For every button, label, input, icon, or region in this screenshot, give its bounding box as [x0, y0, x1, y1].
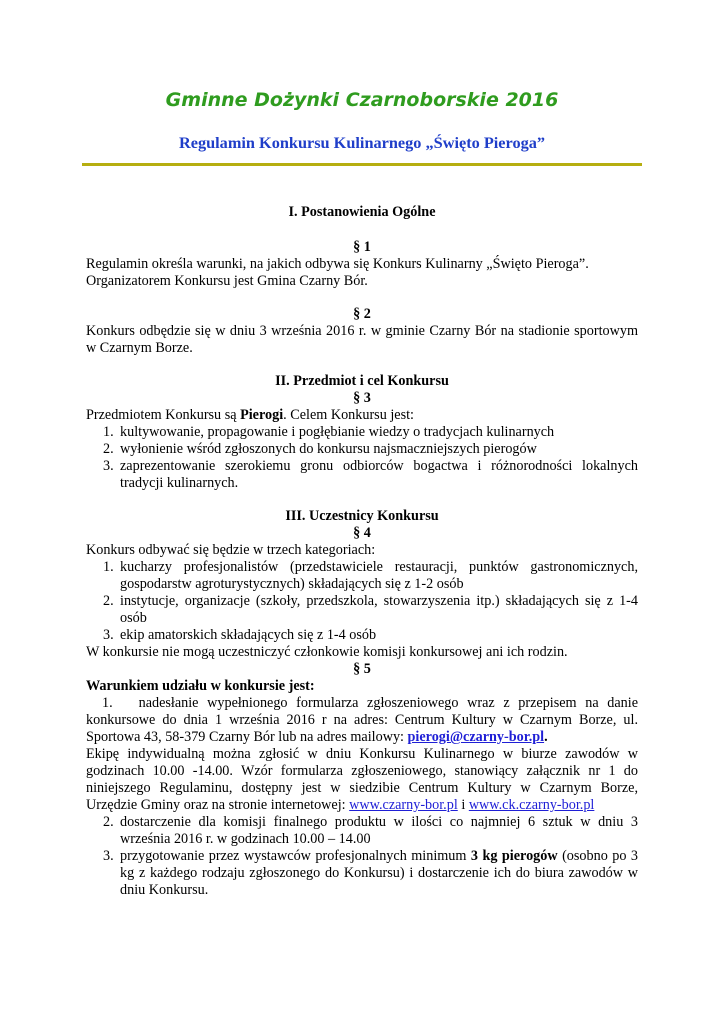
- paragraph-4-outro: W konkursie nie mogą uczestniczyć członkowie komisji konkursowej ani ich rodzin.: [86, 644, 568, 660]
- list-item-text: wyłonienie wśród zgłoszonych do konkursu najsmaczniejszych pierogów: [120, 441, 537, 457]
- list-item-number: 2.: [103, 593, 114, 609]
- list-item-text: kultywowanie, propagowanie i pogłębianie wiedzy o tradycjach kulinarnych: [120, 424, 555, 440]
- list-item-number: 3.: [103, 458, 114, 474]
- paragraph-3-intro-text-end: . Celem Konkursu jest:: [283, 407, 414, 423]
- list-item-number: 3.: [103, 848, 114, 864]
- link-separator: i: [457, 797, 469, 813]
- list-item-number: 3.: [103, 627, 114, 643]
- section-heading-general: I. Postanowienia Ogólne: [288, 204, 436, 220]
- paragraph-5-item-1: [86, 695, 638, 746]
- list-item-text: przygotowanie przez wystawców profesjonalnych minimum: [120, 848, 471, 864]
- document-title: Gminne Dożynki Czarnoborskie 2016: [165, 89, 559, 111]
- paragraph-1-text-organizer: Organizatorem Konkursu jest Gmina Czarny Bór.: [86, 273, 368, 289]
- paragraph-3-intro-bold: Pierogi: [240, 407, 284, 423]
- paragraph-5-heading: Warunkiem udziału w konkursie jest:: [86, 678, 315, 694]
- contest-email-link[interactable]: pierogi@czarny-bor.pl: [407, 729, 545, 745]
- paragraph-4-list: [86, 559, 638, 644]
- paragraph-5-registration: [86, 746, 638, 814]
- list-item-text: instytucje, organizacje (szkoły, przedszkola, stowarzyszenia itp.) składających się z 1-4 osób: [120, 593, 638, 626]
- list-item-text: dostarczenie dla komisji finalnego produktu w ilości co najmniej 6 sztuk w dniu 3 września 2016 r. w godzinach 10.00 – 14.00: [120, 814, 638, 847]
- list-item: [86, 424, 638, 441]
- list-item-text: ekip amatorskich składających się z 1-4 osób: [120, 627, 377, 643]
- paragraph-3-list: [86, 424, 638, 492]
- paragraph-5-item-1-text: nadesłanie wypełnionego formularza zgłoszeniowego wraz z przepisem na danie konkursowe do dnia 1 września 2016 r na adres: Centrum Kultury w Czarnym Borze, ul. Sportowa 43, 58-379 Czarny Bór lub na adres mailowy:: [86, 695, 638, 745]
- section-heading-subject: II. Przedmiot i cel Konkursu: [275, 373, 449, 389]
- paragraph-5-list: [86, 814, 638, 899]
- list-item: [86, 441, 638, 458]
- list-item: [86, 627, 638, 644]
- list-item: [86, 848, 638, 899]
- paragraph-3-intro: [86, 407, 638, 424]
- list-item-number: 1.: [102, 695, 113, 711]
- website-link-czarny-bor[interactable]: www.czarny-bor.pl: [349, 797, 458, 813]
- website-link-ck-czarny-bor[interactable]: www.ck.czarny-bor.pl: [468, 797, 595, 813]
- paragraph-1-text: Regulamin określa warunki, na jakich odbywa się Konkurs Kulinarny „Święto Pieroga”.: [86, 256, 589, 272]
- paragraph-4-intro: Konkurs odbywać się będzie w trzech kategoriach:: [86, 542, 376, 558]
- list-item-text: kucharzy profesjonalistów (przedstawiciele restauracji, punktów gastronomicznych, gospodarstw agroturystycznych) składających się z 1-2 osób: [120, 559, 638, 592]
- paragraph-3-intro-text: Przedmiotem Konkursu są: [86, 407, 241, 423]
- paragraph-sign-3: § 3: [353, 390, 371, 406]
- paragraph-sign-5: § 5: [353, 661, 371, 677]
- list-item-text-end: (osobno po 3 kg z każdego rodzaju zgłoszonego do Konkursu) i dostarczenie ich do biura zawodów w dniu Konkursu.: [120, 848, 638, 898]
- section-heading-participants: III. Uczestnicy Konkursu: [285, 508, 439, 524]
- document-page: [86, 88, 638, 899]
- paragraph-5-registration-text: Ekipę indywidualną można zgłosić w dniu Konkursu Kulinarnego w biurze zawodów w godzinach 10.00 -14.00. Wzór formularza zgłoszeniowego, stanowiący załącznik nr 1 do niniejszego Regulaminu, dostępny jest w siedzibie Centrum Kultury w Czarnym Borze, Urzędzie Gminy oraz na stronie internetowej:: [86, 746, 638, 813]
- list-item: [86, 814, 638, 848]
- list-item-number: 2.: [103, 814, 114, 830]
- paragraph-sign-2: § 2: [353, 306, 371, 322]
- list-item-number: 1.: [103, 424, 114, 440]
- paragraph-sign-1: § 1: [353, 239, 371, 255]
- list-item-bold: 3 kg pierogów: [470, 848, 558, 864]
- document-subtitle: Regulamin Konkursu Kulinarnego „Święto Pieroga”: [178, 133, 546, 152]
- paragraph-sign-4: § 4: [353, 525, 371, 541]
- list-item-number: 2.: [103, 441, 114, 457]
- list-item-text: zaprezentowanie szerokiemu gronu odbiorców bogactwa i różnorodności lokalnych tradycji kulinarnych.: [120, 458, 638, 491]
- paragraph-5-item-1-end: .: [544, 729, 548, 745]
- paragraph-2-text: Konkurs odbędzie się w dniu 3 września 2016 r. w gminie Czarny Bór na stadionie sportowym w Czarnym Borze.: [86, 323, 638, 356]
- list-item-number: 1.: [103, 559, 114, 575]
- list-item: [86, 458, 638, 492]
- list-item: [86, 559, 638, 593]
- list-item: [86, 593, 638, 627]
